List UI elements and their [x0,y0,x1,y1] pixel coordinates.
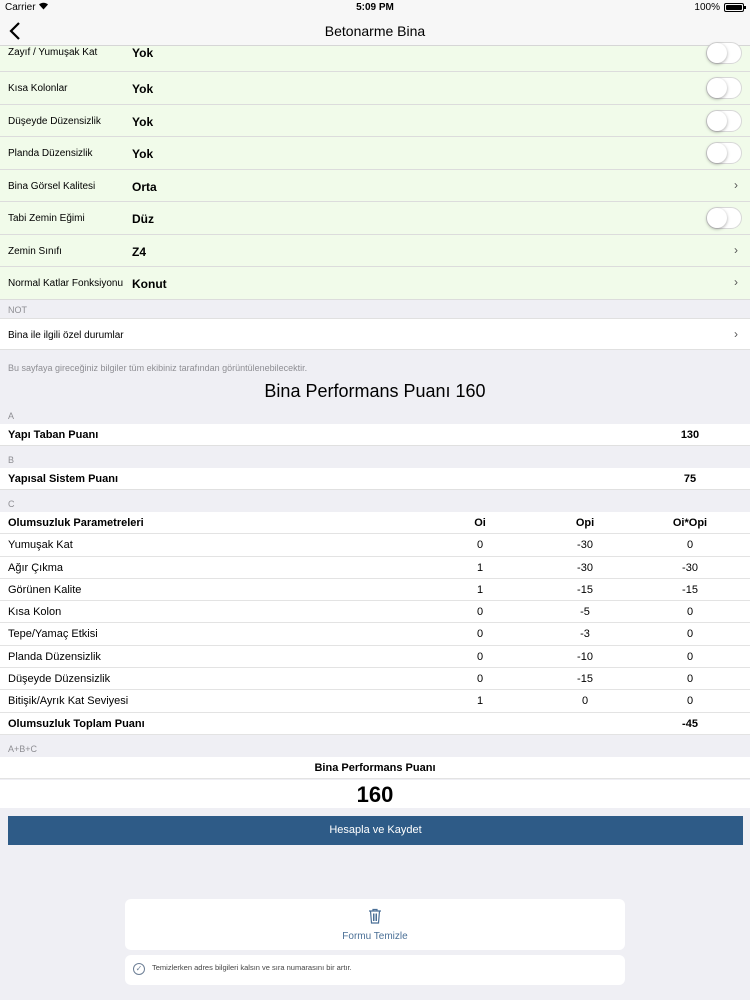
checkmark-circle-icon[interactable]: ✓ [133,963,145,975]
section-b-header: B [8,455,15,465]
toggle-knob [707,208,727,228]
attribute-label: Zemin Sınıfı [8,245,62,257]
table-cell: 0 [581,695,589,708]
attribute-value: Konut [132,277,167,291]
base-score-row [0,424,750,446]
table-cell: Düşeyde Düzensizlik [8,673,111,686]
attribute-label: Kısa Kolonlar [8,83,68,94]
toggle-switch[interactable] [706,142,742,164]
note-section-header: NOT [8,305,27,315]
attribute-value: Orta [132,179,157,194]
table-cell: Yumuşak Kat [8,539,73,552]
clear-form-button[interactable] [125,899,625,950]
table-cell: 1 [476,561,484,574]
table-cell: -30 [682,561,698,574]
toggle-switch[interactable] [706,77,742,99]
base-score-label: Yapı Taban Puanı [8,429,99,441]
table-row [0,534,750,556]
attribute-label: Düşeyde Düzensizlik [8,115,101,127]
attribute-value: Yok [132,46,154,60]
column-header: Oi*Opi [672,517,708,529]
chevron-right-icon: › [734,177,738,192]
table-cell: 0 [686,650,694,663]
table-row [0,668,750,690]
attribute-row[interactable] [0,267,750,300]
table-cell: 0 [476,673,484,686]
navigation-bar [0,16,750,46]
toggle-knob [707,43,727,63]
structural-score-value: 75 [683,473,697,485]
table-row [0,579,750,601]
final-score-label: Bina Performans Puanı [314,762,436,774]
toggle-switch[interactable] [706,207,742,229]
table-cell: 0 [686,539,694,552]
toggle-switch[interactable] [706,42,742,64]
attribute-label: Normal Katlar Fonksiyonu [8,278,124,289]
keep-address-option[interactable] [125,955,625,985]
special-conditions-label: Bina ile ilgili özel durumlar [8,330,124,341]
structural-score-label: Yapısal Sistem Puanı [8,473,119,485]
toggle-knob [707,111,727,131]
toggle-switch[interactable] [706,110,742,132]
calculate-save-button[interactable]: Hesapla ve Kaydet [8,816,743,845]
table-cell: 0 [476,650,484,663]
table-cell: -30 [577,561,593,574]
table-cell: 0 [476,606,484,619]
table-cell: 0 [686,695,694,708]
attribute-value: Yok [132,82,154,96]
table-cell: 0 [686,628,694,641]
toggle-knob [707,78,727,98]
final-score-label-row [0,757,750,779]
chevron-right-icon: › [734,327,738,341]
attribute-value: Yok [132,147,154,161]
table-cell: 0 [476,628,484,641]
total-label: Olumsuzluk Toplam Puanı [8,717,145,730]
attribute-row[interactable] [0,202,750,235]
status-bar [0,0,750,16]
table-cell: 1 [476,583,484,596]
status-time: 5:09 PM [356,2,394,13]
table-cell: Ağır Çıkma [8,561,64,574]
clear-form-label: Formu Temizle [342,931,408,942]
column-header: Oi [474,517,486,529]
section-a-header: A [8,411,15,421]
battery-percent: 100% [694,2,720,13]
section-total-header: A+B+C [8,744,38,754]
table-cell: -10 [577,650,593,663]
attribute-value: Düz [132,212,154,226]
table-cell: Bitişik/Ayrık Kat Seviyesi [8,695,129,708]
table-cell: 1 [476,695,484,708]
table-header-row [0,512,750,534]
table-row [0,690,750,712]
attribute-row[interactable] [0,46,750,72]
building-attributes-list [0,46,750,300]
page-title: Betonarme Bina [324,23,426,39]
structural-score-row [0,468,750,490]
table-cell: Tepe/Yamaç Etkisi [8,628,98,641]
table-row [0,623,750,645]
final-score-value: 160 [356,782,394,807]
column-header: Opi [575,517,595,529]
attribute-row[interactable] [0,170,750,203]
table-cell: 0 [686,606,694,619]
carrier-label: Carrier [5,2,36,13]
final-score-value-row [0,780,750,808]
total-value: -45 [682,717,698,730]
performance-title: Bina Performans Puanı 160 [264,381,486,401]
trash-icon [366,907,384,925]
chevron-right-icon: › [734,275,738,289]
toggle-knob [707,143,727,163]
attribute-label: Planda Düzensizlik [8,148,93,159]
attribute-row[interactable] [0,137,750,170]
attribute-label: Tabi Zemin Eğimi [8,213,85,224]
table-cell: -30 [577,539,593,552]
table-row [0,557,750,579]
table-row [0,601,750,623]
attribute-value: Z4 [132,244,147,259]
keep-address-label: Temizlerken adres bilgileri kalsın ve sıra numarasını bir artır. [152,963,352,972]
table-cell: Planda Düzensizlik [8,650,101,663]
table-cell: Kısa Kolon [8,606,62,619]
attribute-value: Yok [132,114,154,129]
special-conditions-row[interactable] [0,318,750,350]
table-cell: Görünen Kalite [8,583,82,596]
visibility-info: Bu sayfaya gireceğiniz bilgiler tüm ekibiniz tarafından görüntülenebilecektir. [8,363,308,373]
table-cell: -5 [580,606,590,619]
table-cell: 0 [686,673,694,686]
section-c-header: C [8,499,15,509]
chevron-right-icon: › [734,242,738,257]
table-cell: -15 [682,583,698,596]
negative-parameters-table [0,512,750,735]
table-total-row [0,713,750,735]
table-cell: -15 [577,583,593,596]
base-score-value: 130 [680,429,700,441]
attribute-row[interactable] [0,105,750,138]
attribute-label: Bina Görsel Kalitesi [8,180,96,192]
table-cell: 0 [476,539,484,552]
column-header: Olumsuzluk Parametreleri [8,517,144,529]
attribute-row[interactable] [0,235,750,268]
attribute-label: Zayıf / Yumuşak Kat [8,47,98,58]
table-cell: -3 [580,628,590,641]
table-row [0,646,750,668]
attribute-row[interactable] [0,72,750,105]
battery-icon [724,3,744,12]
table-cell: -15 [577,673,593,686]
